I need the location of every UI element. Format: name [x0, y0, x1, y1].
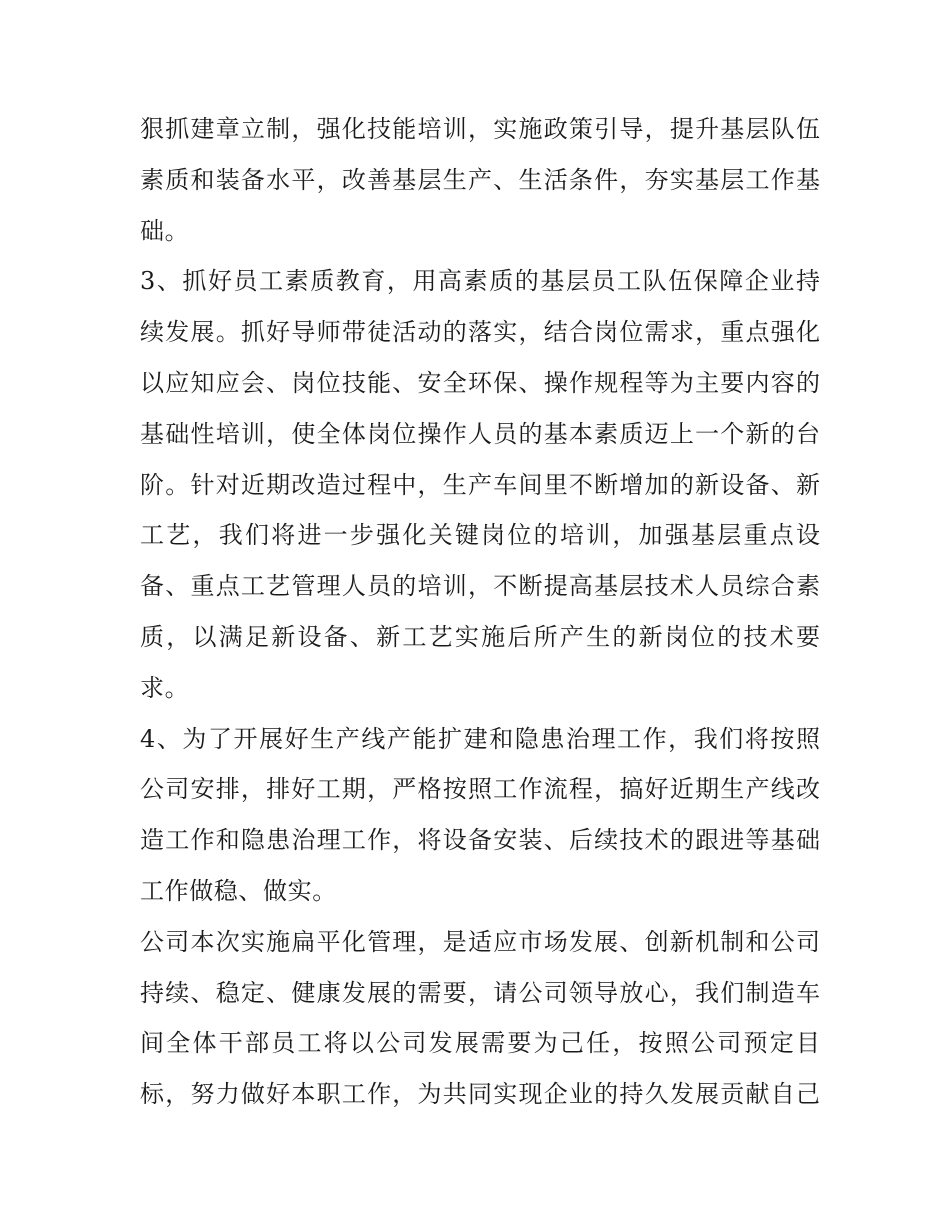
- text-line: 备、重点工艺管理人员的培训，不断提高基层技术人员综合素: [140, 572, 820, 601]
- text-line: 持续、稳定、健康发展的需要，请公司领导放心，我们制造车: [140, 978, 820, 1007]
- text-line: 狠抓建章立制，强化技能培训，实施政策引导，提升基层队伍: [140, 115, 820, 143]
- text-line: 阶。针对近期改造过程中，生产车间里不断增加的新设备、新: [140, 470, 820, 499]
- text-line: 标，努力做好本职工作，为共同实现企业的持久发展贡献自己: [140, 1080, 820, 1109]
- text-line: 质，以满足新设备、新工艺实施后所产生的新岗位的技术要: [140, 622, 820, 651]
- text-line: 间全体干部员工将以公司发展需要为己任，按照公司预定目: [140, 1029, 820, 1058]
- text-line: 基础性培训，使全体岗位操作人员的基本素质迈上一个新的台: [140, 419, 820, 448]
- text-line: 3、抓好员工素质教育，用高素质的基层员工队伍保障企业持: [140, 267, 820, 296]
- text-line: 公司安排，排好工期，严格按照工作流程，搞好近期生产线改: [140, 775, 820, 804]
- text-line: 工作做稳、做实。: [140, 876, 337, 905]
- text-line: 续发展。抓好导师带徒活动的落实，结合岗位需求，重点强化: [140, 318, 820, 347]
- text-line: 公司本次实施扁平化管理，是适应市场发展、创新机制和公司: [140, 927, 820, 956]
- text-line: 求。: [140, 673, 190, 702]
- text-line: 以应知应会、岗位技能、安全环保、操作规程等为主要内容的: [140, 368, 820, 397]
- text-line: 造工作和隐患治理工作，将设备安装、后续技术的跟进等基础: [140, 826, 820, 855]
- text-line: 础。: [140, 216, 190, 245]
- text-line: 4、为了开展好生产线产能扩建和隐患治理工作，我们将按照: [140, 724, 820, 753]
- text-line: 素质和装备水平，改善基层生产、生活条件，夯实基层工作基: [140, 165, 820, 194]
- text-line: 工艺，我们将进一步强化关键岗位的培训，加强基层重点设: [140, 521, 820, 550]
- document-body: [140, 104, 820, 1120]
